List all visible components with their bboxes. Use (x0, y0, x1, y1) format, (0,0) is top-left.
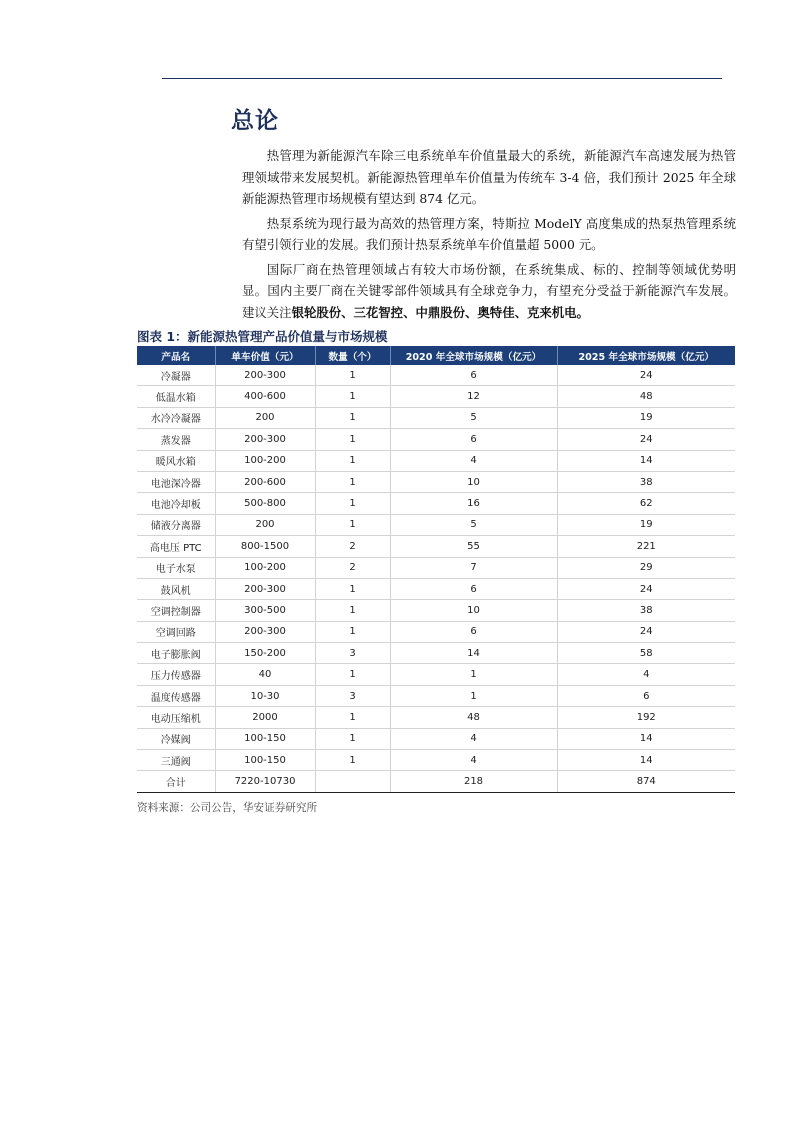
header-rule (162, 78, 722, 79)
cell-2025-market: 14 (557, 728, 735, 749)
cell-unit-value: 200-300 (215, 429, 315, 450)
cell-2020-market: 48 (390, 707, 557, 728)
cell-product: 温度传感器 (137, 685, 215, 706)
cell-2025-market: 58 (557, 643, 735, 664)
cell-2025-market: 221 (557, 536, 735, 557)
cell-2025-market: 24 (557, 621, 735, 642)
table-row (137, 536, 735, 557)
cell-product: 蒸发器 (137, 429, 215, 450)
cell-2025-market: 24 (557, 578, 735, 599)
table-row (137, 600, 735, 621)
cell-product: 三通阀 (137, 750, 215, 771)
cell-2025-market: 62 (557, 493, 735, 514)
cell-2025-market: 192 (557, 707, 735, 728)
cell-product: 压力传感器 (137, 664, 215, 685)
cell-product: 低温水箱 (137, 386, 215, 407)
cell-2020-market: 10 (390, 471, 557, 492)
cell-2025-market: 38 (557, 600, 735, 621)
cell-2025-market: 4 (557, 664, 735, 685)
cell-2025-market: 48 (557, 386, 735, 407)
cell-product: 高电压 PTC (137, 536, 215, 557)
table-row (137, 557, 735, 578)
cell-2020-market: 4 (390, 728, 557, 749)
header-unit-value: 单车价值（元） (215, 346, 315, 365)
cell-2025-market: 29 (557, 557, 735, 578)
cell-2020-market: 55 (390, 536, 557, 557)
paragraph-3-text: 国际厂商在热管理领域占有较大市场份额，在系统集成、标的、控制等领域优势明显。国内主要厂商在关键零部件领域具有全球竞争力，有望充分受益于新能源汽车发展。建议关注 (242, 261, 736, 320)
cell-2025-market: 24 (557, 365, 735, 386)
table-row (137, 471, 735, 492)
cell-quantity: 2 (315, 557, 390, 578)
cell-quantity: 1 (315, 471, 390, 492)
cell-2020-market: 4 (390, 750, 557, 771)
cell-unit-value: 400-600 (215, 386, 315, 407)
cell-unit-value: 200-300 (215, 578, 315, 599)
cell-2020-market: 1 (390, 664, 557, 685)
cell-product: 空调回路 (137, 621, 215, 642)
cell-product: 电动压缩机 (137, 707, 215, 728)
total-label: 合计 (137, 771, 215, 792)
summary-body (242, 145, 736, 323)
table-row (137, 578, 735, 599)
cell-unit-value: 150-200 (215, 643, 315, 664)
cell-2020-market: 1 (390, 685, 557, 706)
cell-unit-value: 10-30 (215, 685, 315, 706)
cell-2020-market: 14 (390, 643, 557, 664)
cell-unit-value: 100-150 (215, 728, 315, 749)
cell-product: 冷凝器 (137, 365, 215, 386)
cell-unit-value: 200-600 (215, 471, 315, 492)
cell-quantity: 3 (315, 643, 390, 664)
cell-2020-market: 6 (390, 429, 557, 450)
cell-quantity: 1 (315, 600, 390, 621)
table-header-row (137, 346, 735, 365)
total-2020-market: 218 (390, 771, 557, 792)
table-row (137, 429, 735, 450)
product-value-table (137, 346, 735, 793)
cell-product: 电子水泵 (137, 557, 215, 578)
table-total-row (137, 771, 735, 792)
cell-product: 电池深冷器 (137, 471, 215, 492)
total-unit-value: 7220-10730 (215, 771, 315, 792)
cell-2020-market: 6 (390, 365, 557, 386)
cell-2025-market: 19 (557, 514, 735, 535)
cell-quantity: 1 (315, 493, 390, 514)
cell-quantity: 1 (315, 429, 390, 450)
cell-2025-market: 14 (557, 750, 735, 771)
cell-quantity: 1 (315, 664, 390, 685)
cell-2020-market: 12 (390, 386, 557, 407)
header-2025-market: 2025 年全球市场规模（亿元） (557, 346, 735, 365)
cell-unit-value: 200 (215, 407, 315, 428)
cell-quantity: 1 (315, 621, 390, 642)
cell-unit-value: 200-300 (215, 621, 315, 642)
cell-unit-value: 100-150 (215, 750, 315, 771)
cell-quantity: 1 (315, 407, 390, 428)
table-row (137, 750, 735, 771)
header-2020-market: 2020 年全球市场规模（亿元） (390, 346, 557, 365)
table-row (137, 664, 735, 685)
cell-unit-value: 200-300 (215, 365, 315, 386)
table-row (137, 728, 735, 749)
total-quantity (315, 771, 390, 792)
cell-quantity: 1 (315, 514, 390, 535)
cell-2020-market: 4 (390, 450, 557, 471)
cell-2020-market: 5 (390, 407, 557, 428)
cell-unit-value: 100-200 (215, 450, 315, 471)
total-2025-market: 874 (557, 771, 735, 792)
cell-quantity: 1 (315, 707, 390, 728)
paragraph-2: 热泵系统为现行最为高效的热管理方案，特斯拉 ModelY 高度集成的热泵热管理系统有望引领行业的发展。我们预计热泵系统单车价值量超 5000 元。 (242, 215, 736, 252)
cell-2025-market: 19 (557, 407, 735, 428)
cell-product: 水冷冷凝器 (137, 407, 215, 428)
recommended-stocks: 银轮股份、三花智控、中鼎股份、奥特佳、克来机电。 (291, 304, 589, 320)
table-row (137, 685, 735, 706)
table-row (137, 450, 735, 471)
cell-quantity: 1 (315, 578, 390, 599)
cell-product: 电池冷却板 (137, 493, 215, 514)
cell-quantity: 1 (315, 386, 390, 407)
cell-product: 鼓风机 (137, 578, 215, 599)
cell-2020-market: 5 (390, 514, 557, 535)
source-note: 资料来源：公司公告，华安证券研究所 (137, 802, 318, 814)
cell-2025-market: 6 (557, 685, 735, 706)
table-row (137, 365, 735, 386)
cell-quantity: 1 (315, 365, 390, 386)
cell-2025-market: 24 (557, 429, 735, 450)
cell-unit-value: 40 (215, 664, 315, 685)
cell-2020-market: 10 (390, 600, 557, 621)
cell-quantity: 3 (315, 685, 390, 706)
cell-2020-market: 6 (390, 578, 557, 599)
table-row (137, 407, 735, 428)
cell-unit-value: 2000 (215, 707, 315, 728)
cell-quantity: 1 (315, 750, 390, 771)
figure-title: 图表 1：新能源热管理产品价值量与市场规模 (137, 329, 388, 344)
section-title: 总论 (231, 108, 279, 134)
cell-unit-value: 200 (215, 514, 315, 535)
table-row (137, 643, 735, 664)
cell-product: 暖风水箱 (137, 450, 215, 471)
paragraph-3 (242, 259, 736, 324)
table-body (137, 365, 735, 792)
table-row (137, 707, 735, 728)
header-product: 产品名 (137, 346, 215, 365)
cell-2020-market: 6 (390, 621, 557, 642)
cell-2025-market: 14 (557, 450, 735, 471)
cell-unit-value: 500-800 (215, 493, 315, 514)
cell-product: 储液分离器 (137, 514, 215, 535)
table-row (137, 514, 735, 535)
cell-quantity: 1 (315, 728, 390, 749)
cell-quantity: 1 (315, 450, 390, 471)
cell-2020-market: 16 (390, 493, 557, 514)
table-row (137, 621, 735, 642)
paragraph-1: 热管理为新能源汽车除三电系统单车价值量最大的系统，新能源汽车高速发展为热管理领域带来发展契机。新能源热管理单车价值量为传统车 3-4 倍，我们预计 2025 年全球新能源热管理市场规模有望达到 874 亿元。 (242, 148, 736, 206)
table-row (137, 386, 735, 407)
cell-2025-market: 38 (557, 471, 735, 492)
cell-unit-value: 300-500 (215, 600, 315, 621)
header-quantity: 数量（个） (315, 346, 390, 365)
table-row (137, 493, 735, 514)
cell-product: 电子膨胀阀 (137, 643, 215, 664)
cell-product: 冷媒阀 (137, 728, 215, 749)
cell-2020-market: 7 (390, 557, 557, 578)
cell-product: 空调控制器 (137, 600, 215, 621)
cell-quantity: 2 (315, 536, 390, 557)
cell-unit-value: 800-1500 (215, 536, 315, 557)
cell-unit-value: 100-200 (215, 557, 315, 578)
